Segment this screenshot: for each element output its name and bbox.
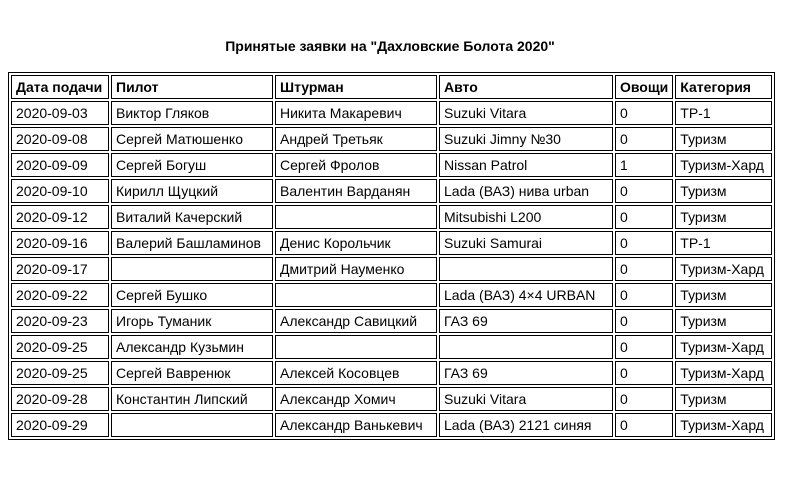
header-vegetables: Овощи	[615, 75, 673, 99]
cell-date: 2020-09-12	[11, 205, 109, 229]
cell-car: ГАЗ 69	[439, 361, 613, 385]
cell-category: Туризм-Хард	[675, 335, 772, 359]
cell-navigator: Алексей Косовцев	[275, 361, 437, 385]
cell-date: 2020-09-09	[11, 153, 109, 177]
table-header-row	[11, 75, 772, 99]
table-row	[11, 387, 772, 411]
cell-car	[439, 335, 613, 359]
cell-category: TP-1	[675, 101, 772, 125]
cell-car: Mitsubishi L200	[439, 205, 613, 229]
cell-car	[439, 257, 613, 281]
cell-navigator: Денис Корольчик	[275, 231, 437, 255]
table-row	[11, 335, 772, 359]
header-date: Дата подачи	[11, 75, 109, 99]
cell-car: ГАЗ 69	[439, 309, 613, 333]
cell-date: 2020-09-28	[11, 387, 109, 411]
cell-navigator: Дмитрий Науменко	[275, 257, 437, 281]
cell-car: Suzuki Vitara	[439, 387, 613, 411]
table-row	[11, 361, 772, 385]
header-car: Авто	[439, 75, 613, 99]
cell-date: 2020-09-16	[11, 231, 109, 255]
cell-category: Туризм	[675, 127, 772, 151]
cell-car: Lada (ВАЗ) 2121 синяя	[439, 413, 613, 437]
cell-category: Туризм-Хард	[675, 361, 772, 385]
cell-vegetables: 0	[615, 257, 673, 281]
cell-pilot: Виталий Качерский	[111, 205, 273, 229]
header-category: Категория	[675, 75, 772, 99]
cell-pilot: Сергей Богуш	[111, 153, 273, 177]
table-row	[11, 283, 772, 307]
cell-pilot: Сергей Бушко	[111, 283, 273, 307]
table-row	[11, 127, 772, 151]
cell-car: Lada (ВАЗ) нива urban	[439, 179, 613, 203]
cell-category: Туризм	[675, 283, 772, 307]
cell-navigator: Сергей Фролов	[275, 153, 437, 177]
cell-navigator	[275, 205, 437, 229]
cell-date: 2020-09-17	[11, 257, 109, 281]
cell-vegetables: 0	[615, 205, 673, 229]
cell-category: Туризм	[675, 309, 772, 333]
cell-car: Suzuki Vitara	[439, 101, 613, 125]
cell-pilot: Виктор Гляков	[111, 101, 273, 125]
table-row	[11, 101, 772, 125]
cell-pilot: Сергей Матюшенко	[111, 127, 273, 151]
cell-car: Suzuki Samurai	[439, 231, 613, 255]
cell-vegetables: 0	[615, 179, 673, 203]
cell-navigator	[275, 335, 437, 359]
table-row	[11, 231, 772, 255]
cell-vegetables: 0	[615, 127, 673, 151]
cell-navigator: Андрей Третьяк	[275, 127, 437, 151]
cell-category: Туризм-Хард	[675, 413, 772, 437]
table-row	[11, 153, 772, 177]
table-row	[11, 257, 772, 281]
cell-vegetables: 1	[615, 153, 673, 177]
table-row	[11, 413, 772, 437]
cell-category: Туризм-Хард	[675, 257, 772, 281]
cell-navigator: Александр Савицкий	[275, 309, 437, 333]
cell-navigator: Валентин Варданян	[275, 179, 437, 203]
cell-navigator: Никита Макаревич	[275, 101, 437, 125]
cell-vegetables: 0	[615, 361, 673, 385]
cell-vegetables: 0	[615, 387, 673, 411]
cell-date: 2020-09-03	[11, 101, 109, 125]
cell-navigator: Александр Хомич	[275, 387, 437, 411]
cell-car: Nissan Patrol	[439, 153, 613, 177]
header-pilot: Пилот	[111, 75, 273, 99]
table-row	[11, 205, 772, 229]
cell-vegetables: 0	[615, 283, 673, 307]
cell-navigator: Александр Ванькевич	[275, 413, 437, 437]
cell-category: TP-1	[675, 231, 772, 255]
registrations-table	[8, 72, 775, 440]
cell-category: Туризм	[675, 387, 772, 411]
cell-pilot: Александр Кузьмин	[111, 335, 273, 359]
cell-car: Lada (ВАЗ) 4×4 URBAN	[439, 283, 613, 307]
cell-date: 2020-09-08	[11, 127, 109, 151]
cell-car: Suzuki Jimny №30	[439, 127, 613, 151]
table-body	[11, 101, 772, 437]
cell-date: 2020-09-22	[11, 283, 109, 307]
cell-vegetables: 0	[615, 413, 673, 437]
cell-date: 2020-09-10	[11, 179, 109, 203]
cell-date: 2020-09-29	[11, 413, 109, 437]
table-row	[11, 179, 772, 203]
cell-category: Туризм	[675, 205, 772, 229]
cell-date: 2020-09-23	[11, 309, 109, 333]
header-navigator: Штурман	[275, 75, 437, 99]
cell-vegetables: 0	[615, 231, 673, 255]
cell-pilot: Игорь Туманик	[111, 309, 273, 333]
cell-pilot: Кирилл Щуцкий	[111, 179, 273, 203]
cell-category: Туризм-Хард	[675, 153, 772, 177]
cell-pilot: Сергей Вавренюк	[111, 361, 273, 385]
cell-vegetables: 0	[615, 101, 673, 125]
cell-pilot: Валерий Башламинов	[111, 231, 273, 255]
cell-vegetables: 0	[615, 309, 673, 333]
cell-vegetables: 0	[615, 335, 673, 359]
cell-category: Туризм	[675, 179, 772, 203]
cell-navigator	[275, 283, 437, 307]
page-title: Принятые заявки на "Дахловские Болота 2020"	[225, 38, 555, 54]
cell-date: 2020-09-25	[11, 361, 109, 385]
cell-pilot	[111, 413, 273, 437]
cell-pilot	[111, 257, 273, 281]
cell-date: 2020-09-25	[11, 335, 109, 359]
table-row	[11, 309, 772, 333]
cell-pilot: Константин Липский	[111, 387, 273, 411]
